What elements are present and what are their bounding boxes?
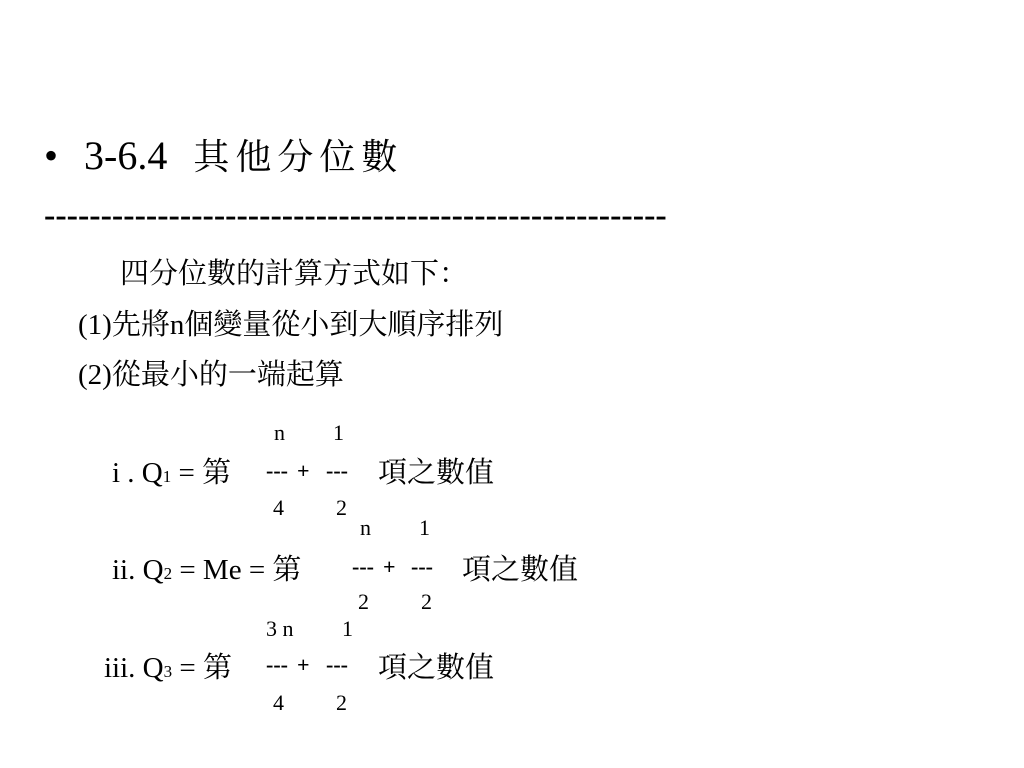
q1-numerator-a: n xyxy=(274,420,285,445)
q1-label xyxy=(112,453,231,497)
q3-numerator-a: 3 n xyxy=(266,616,294,641)
q3-plus: + xyxy=(297,652,310,677)
q3-subscript: 3 xyxy=(163,662,173,681)
q1-prefix: i . Q xyxy=(112,457,163,489)
q2-numerator-b: 1 xyxy=(419,515,430,540)
q1-plus: + xyxy=(297,458,310,483)
section-number: 3-6.4 xyxy=(84,133,168,178)
q3-denominator-b: 2 xyxy=(336,690,347,715)
q1-fraction-bar-b: --- xyxy=(326,458,348,483)
q2-fraction-bar-a: --- xyxy=(352,554,374,579)
section-title xyxy=(84,128,403,186)
q1-suffix: 項之數值 xyxy=(378,457,495,489)
q2-equals: = Me = 第 xyxy=(172,554,302,586)
q2-label xyxy=(112,550,301,594)
q1-subscript: 1 xyxy=(162,467,172,486)
q2-plus: + xyxy=(383,554,396,579)
bullet-marker: • xyxy=(44,133,59,178)
step-2-text: (2)從最小的一端起算 xyxy=(78,359,344,391)
q2-numerator-a: n xyxy=(360,515,371,540)
q2-denominator-a: 2 xyxy=(358,589,369,614)
q2-subscript: 2 xyxy=(163,564,173,583)
q3-fraction-bar-b: --- xyxy=(326,652,348,677)
q1-denominator-a: 4 xyxy=(273,495,284,520)
dashed-divider: ------------------------------------------------------- xyxy=(44,197,667,234)
q3-prefix: iii. Q xyxy=(104,652,164,684)
step-1-text: (1)先將n個變量從小到大順序排列 xyxy=(78,309,504,341)
q2-prefix: ii. Q xyxy=(112,554,164,586)
q2-suffix: 項之數值 xyxy=(462,554,579,586)
q3-denominator-a: 4 xyxy=(273,690,284,715)
q1-equals: = 第 xyxy=(171,457,232,489)
q1-numerator-b: 1 xyxy=(333,420,344,445)
q3-numerator-b: 1 xyxy=(342,616,353,641)
q3-label xyxy=(104,648,232,692)
q3-fraction-bar-a: --- xyxy=(266,652,288,677)
intro-text: 四分位數的計算方式如下： xyxy=(120,258,469,290)
section-heading-text: 其他分位數 xyxy=(193,137,404,178)
q1-denominator-b: 2 xyxy=(336,495,347,520)
q1-fraction-bar-a: --- xyxy=(266,458,288,483)
q3-suffix: 項之數值 xyxy=(378,652,495,684)
q3-equals: = 第 xyxy=(172,652,232,684)
q2-fraction-bar-b: --- xyxy=(411,554,433,579)
q2-denominator-b: 2 xyxy=(421,589,432,614)
